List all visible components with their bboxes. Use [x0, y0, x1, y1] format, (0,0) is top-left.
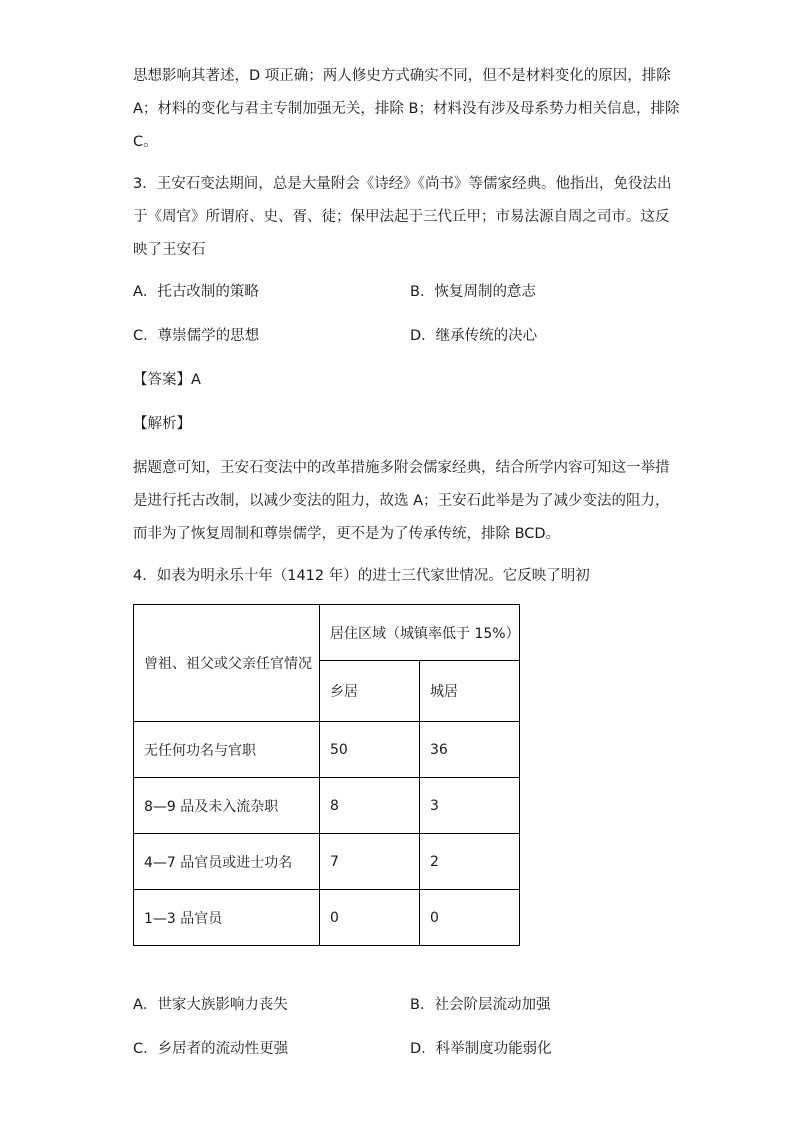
table-col-rural: 乡居	[320, 661, 420, 722]
q3-stem-line-3: 映了王安石	[133, 242, 206, 258]
family-background-table	[133, 604, 520, 946]
prev-analysis-line-2: A；材料的变化与君主专制加强无关，排除 B；材料没有涉及母系势力相关信息，排除	[133, 101, 680, 117]
q4-option-c: C．乡居者的流动性更强	[133, 1041, 289, 1057]
q4-stem: 4．如表为明永乐十年（1412 年）的进士三代家世情况。它反映了明初	[133, 568, 590, 584]
q3-analysis-line-3: 而非为了恢复周制和尊崇儒学，更不是为了传承传统，排除 BCD。	[133, 526, 561, 542]
prev-analysis-line-1: 思想影响其著述，D 项正确；两人修史方式确实不同，但不是材料变化的原因，排除	[133, 68, 671, 84]
q3-analysis-line-2: 是进行托古改制，以减少变法的阻力，故选 A；王安石此举是为了减少变法的阻力，	[133, 493, 670, 509]
row-urban-value: 2	[420, 834, 520, 890]
row-rural-value: 7	[320, 834, 420, 890]
q3-option-b: B．恢复周制的意志	[410, 284, 536, 300]
row-rural-value: 0	[320, 890, 420, 946]
row-urban-value: 3	[420, 778, 520, 834]
q3-stem-line-1: 3．王安石变法期间，总是大量附会《诗经》《尚书》等儒家经典。他指出，免役法出	[133, 176, 672, 192]
q4-option-a: A．世家大族影响力丧失	[133, 997, 288, 1013]
table-row	[134, 778, 520, 834]
q3-option-c: C．尊崇儒学的思想	[133, 328, 260, 344]
q3-analysis-line-1: 据题意可知，王安石变法中的改革措施多附会儒家经典，结合所学内容可知这一举措	[133, 460, 670, 476]
table-col-urban: 城居	[420, 661, 520, 722]
row-label: 1—3 品官员	[134, 890, 320, 946]
row-rural-value: 8	[320, 778, 420, 834]
q3-option-a: A．托古改制的策略	[133, 284, 259, 300]
row-urban-value: 0	[420, 890, 520, 946]
row-label: 无任何功名与官职	[134, 722, 320, 778]
row-label: 8—9 品及未入流杂职	[134, 778, 320, 834]
q3-answer: 【答案】A	[133, 372, 201, 388]
table-group-header: 居住区域（城镇率低于 15%）	[320, 605, 520, 661]
row-rural-value: 50	[320, 722, 420, 778]
row-label: 4—7 品官员或进士功名	[134, 834, 320, 890]
table-row	[134, 722, 520, 778]
q4-option-d: D．科举制度功能弱化	[410, 1041, 552, 1057]
q4-option-b: B．社会阶层流动加强	[410, 997, 551, 1013]
table-row	[134, 834, 520, 890]
q3-analysis-heading: 【解析】	[133, 416, 191, 432]
q3-option-d: D．继承传统的决心	[410, 328, 538, 344]
q3-stem-line-2: 于《周官》所谓府、史、胥、徒；保甲法起于三代丘甲；市易法源自周之司市。这反	[133, 209, 670, 225]
table-row	[134, 890, 520, 946]
prev-analysis-line-3: C。	[133, 134, 158, 150]
table-row-header: 曾祖、祖父或父亲任官情况	[134, 605, 320, 722]
row-urban-value: 36	[420, 722, 520, 778]
